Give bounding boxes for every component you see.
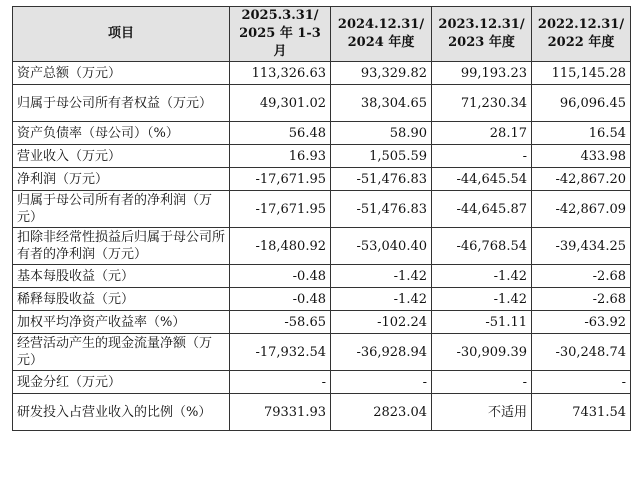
row-label: 加权平均净资产收益率（%） (13, 311, 230, 334)
row-label: 经营活动产生的现金流量净额（万元） (13, 334, 230, 371)
cell-value: 不适用 (432, 394, 532, 431)
cell-value: - (230, 371, 331, 394)
cell-value: -53,040.40 (331, 228, 432, 265)
cell-value: 79331.93 (230, 394, 331, 431)
cell-value: 16.93 (230, 145, 331, 168)
table-row (13, 228, 631, 265)
table-row (13, 62, 631, 85)
cell-value: -30,248.74 (532, 334, 631, 371)
table-row (13, 122, 631, 145)
row-label: 资产总额（万元） (13, 62, 230, 85)
cell-value: -0.48 (230, 265, 331, 288)
row-label: 净利润（万元） (13, 168, 230, 191)
cell-value: -42,867.09 (532, 191, 631, 228)
cell-value: -44,645.87 (432, 191, 532, 228)
table-row (13, 394, 631, 431)
cell-value: -2.68 (532, 288, 631, 311)
cell-value: -51.11 (432, 311, 532, 334)
cell-value: -0.48 (230, 288, 331, 311)
cell-value: -58.65 (230, 311, 331, 334)
cell-value: -51,476.83 (331, 191, 432, 228)
cell-value: 49,301.02 (230, 85, 331, 122)
cell-value: 1,505.59 (331, 145, 432, 168)
header-2025q1: 2025.3.31/ 2025 年 1-3 月 (230, 7, 331, 62)
cell-value: 58.90 (331, 122, 432, 145)
cell-value: -42,867.20 (532, 168, 631, 191)
cell-value: -46,768.54 (432, 228, 532, 265)
cell-value: - (532, 371, 631, 394)
table-row (13, 168, 631, 191)
cell-value: 56.48 (230, 122, 331, 145)
row-label: 基本每股收益（元） (13, 265, 230, 288)
cell-value: 2823.04 (331, 394, 432, 431)
row-label: 稀释每股收益（元） (13, 288, 230, 311)
table-row (13, 334, 631, 371)
row-label: 研发投入占营业收入的比例（%） (13, 394, 230, 431)
cell-value: - (432, 371, 532, 394)
row-label: 资产负债率（母公司）（%） (13, 122, 230, 145)
table-header-row (13, 7, 631, 62)
table-row (13, 311, 631, 334)
header-item: 项目 (13, 7, 230, 62)
cell-value: -36,928.94 (331, 334, 432, 371)
cell-value: -1.42 (331, 265, 432, 288)
cell-value: -44,645.54 (432, 168, 532, 191)
cell-value: 115,145.28 (532, 62, 631, 85)
cell-value: -1.42 (432, 288, 532, 311)
financial-summary-table (12, 6, 631, 431)
row-label: 扣除非经常性损益后归属于母公司所有者的净利润（万元） (13, 228, 230, 265)
table-row (13, 85, 631, 122)
cell-value: 113,326.63 (230, 62, 331, 85)
header-2022: 2022.12.31/ 2022 年度 (532, 7, 631, 62)
cell-value: 7431.54 (532, 394, 631, 431)
cell-value: -39,434.25 (532, 228, 631, 265)
cell-value: -1.42 (331, 288, 432, 311)
cell-value: -2.68 (532, 265, 631, 288)
row-label: 现金分红（万元） (13, 371, 230, 394)
cell-value: -17,671.95 (230, 191, 331, 228)
table-row (13, 191, 631, 228)
row-label: 营业收入（万元） (13, 145, 230, 168)
header-2023: 2023.12.31/ 2023 年度 (432, 7, 532, 62)
cell-value: 93,329.82 (331, 62, 432, 85)
cell-value: -17,932.54 (230, 334, 331, 371)
header-2024: 2024.12.31/ 2024 年度 (331, 7, 432, 62)
cell-value: -18,480.92 (230, 228, 331, 265)
row-label: 归属于母公司所有者权益（万元） (13, 85, 230, 122)
cell-value: -102.24 (331, 311, 432, 334)
cell-value: 71,230.34 (432, 85, 532, 122)
cell-value: 16.54 (532, 122, 631, 145)
cell-value: 38,304.65 (331, 85, 432, 122)
cell-value: -30,909.39 (432, 334, 532, 371)
row-label: 归属于母公司所有者的净利润（万元） (13, 191, 230, 228)
table-row (13, 288, 631, 311)
cell-value: -63.92 (532, 311, 631, 334)
cell-value: - (432, 145, 532, 168)
cell-value: 28.17 (432, 122, 532, 145)
cell-value: 433.98 (532, 145, 631, 168)
table-row (13, 265, 631, 288)
cell-value: -1.42 (432, 265, 532, 288)
table-row (13, 145, 631, 168)
table-row (13, 371, 631, 394)
cell-value: 96,096.45 (532, 85, 631, 122)
cell-value: - (331, 371, 432, 394)
cell-value: -51,476.83 (331, 168, 432, 191)
cell-value: -17,671.95 (230, 168, 331, 191)
cell-value: 99,193.23 (432, 62, 532, 85)
